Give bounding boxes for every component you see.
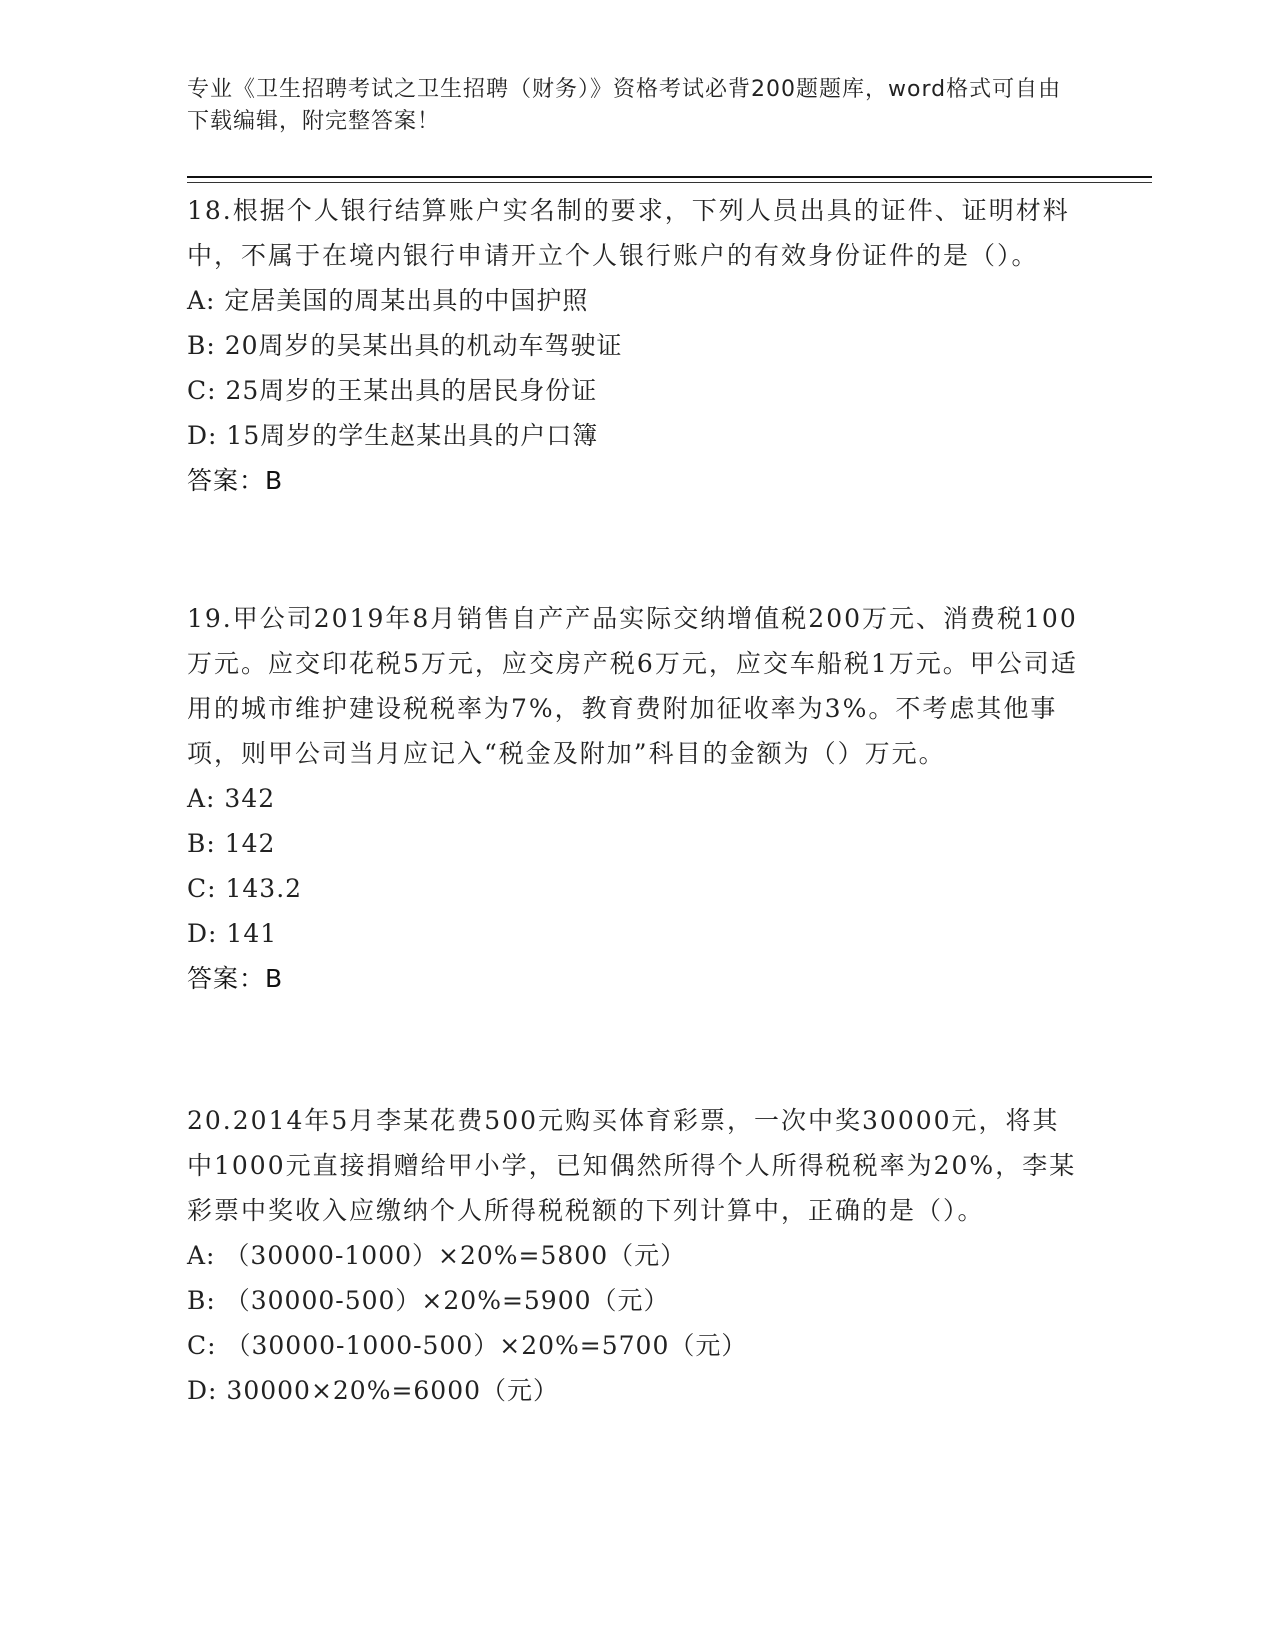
- document-header-text: 专业《卫生招聘考试之卫生招聘（财务）》资格考试必背200题题库，word格式可自由下载编辑，附完整答案！: [187, 77, 1062, 134]
- question-18: [187, 188, 1082, 503]
- option-d: D: 30000×20%=6000（元）: [187, 1376, 560, 1405]
- header-divider-thin: [187, 182, 1152, 183]
- option-c: C: 143.2: [187, 874, 303, 903]
- answer-line: 答案：B: [187, 466, 284, 495]
- option-a: A: 定居美国的周某出具的中国护照: [187, 286, 589, 315]
- question-stem: 20.2014年5月李某花费500元购买体育彩票，一次中奖30000元，将其中1000元直接捐赠给甲小学，已知偶然所得个人所得税税率为20%，李某彩票中奖收入应缴纳个人所得税税额的下列计算中，正确的是（）。: [187, 1106, 1077, 1225]
- option-a: A: （30000-1000）×20%=5800（元）: [187, 1241, 687, 1270]
- option-d: D: 15周岁的学生赵某出具的户口簿: [187, 421, 599, 450]
- question-20: [187, 1098, 1082, 1413]
- option-c: C: 25周岁的王某出具的居民身份证: [187, 376, 598, 405]
- question-stem: 18.根据个人银行结算账户实名制的要求，下列人员出具的证件、证明材料中，不属于在境内银行申请开立个人银行账户的有效身份证件的是（）。: [187, 196, 1070, 270]
- question-19: [187, 596, 1082, 1001]
- question-stem: 19.甲公司2019年8月销售自产产品实际交纳增值税200万元、消费税100万元。应交印花税5万元，应交房产税6万元，应交车船税1万元。甲公司适用的城市维护建设税税率为7%，教育费附加征收率为3%。不考虑其他事项，则甲公司当月应记入“税金及附加”科目的金额为（）万元。: [187, 604, 1078, 768]
- option-b: B: （30000-500）×20%=5900（元）: [187, 1286, 670, 1315]
- option-a: A: 342: [187, 784, 276, 813]
- option-b: B: 20周岁的吴某出具的机动车驾驶证: [187, 331, 623, 360]
- option-c: C: （30000-1000-500）×20%=5700（元）: [187, 1331, 748, 1360]
- header-divider-thick: [187, 176, 1152, 178]
- answer-line: 答案：B: [187, 964, 284, 993]
- option-d: D: 141: [187, 919, 278, 948]
- option-b: B: 142: [187, 829, 276, 858]
